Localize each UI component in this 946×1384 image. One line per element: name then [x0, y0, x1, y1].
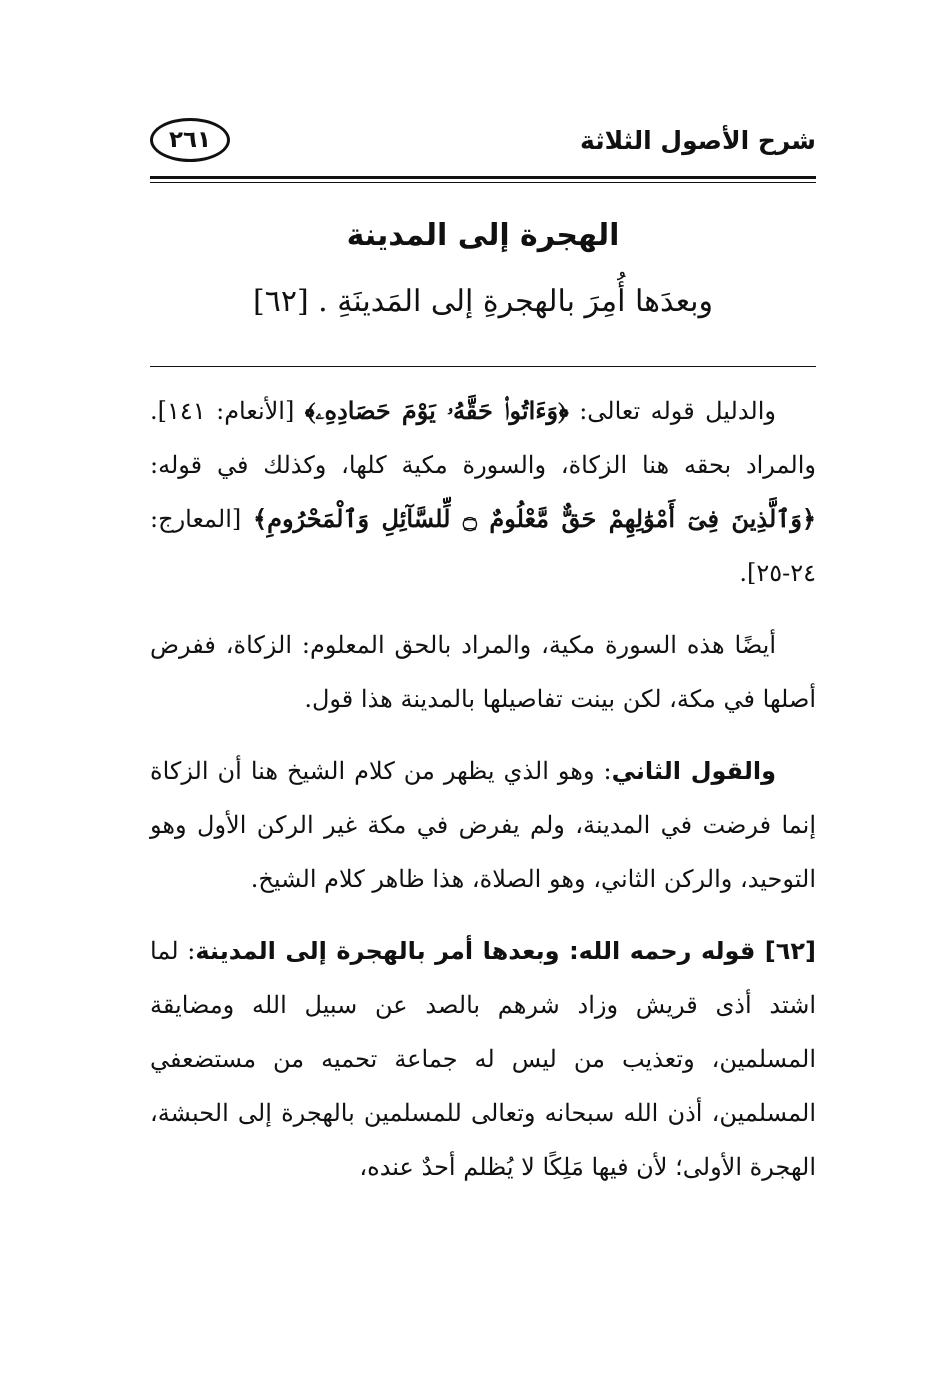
- quran-verse-1: ﴿وَءَاتُوا۟ حَقَّهُۥ يَوْمَ حَصَادِهِۦ﴾: [304, 396, 569, 425]
- header-rule-thin: [150, 182, 816, 183]
- p3-lead: والقول الثاني: [611, 757, 776, 785]
- p1-lead: والدليل قوله تعالى:: [568, 397, 777, 425]
- quran-verse-2: ﴿وَٱلَّذِينَ فِىٓ أَمْوَٰلِهِمْ حَقٌّ مَّعْلُومٌ ۝ لِّلسَّآئِلِ وَٱلْمَحْرُومِ﴾: [253, 504, 817, 533]
- header-rule-thick: [150, 176, 816, 179]
- p4-text: : لما اشتد أذى قريش وزاد شرهم بالصد عن سبيل الله ومضايقة المسلمين، وتعذيب من ليس له جماعة تحميه من مستضعفي المسلمين، أذن الله سبحانه وتعالى للمسلمين بالهجرة إلى الحبشة، الهجرة الأولى؛ لأن فيها مَلِكًا لا يُظلم أحدٌ عنده،: [150, 937, 816, 1181]
- commentary-body: [150, 384, 816, 1212]
- page-header: [150, 118, 816, 178]
- paragraph-2: أيضًا هذه السورة مكية، والمراد بالحق المعلوم: الزكاة، ففرض أصلها في مكة، لكن بينت تفاصيلها بالمدينة هذا قول.: [150, 631, 816, 713]
- paragraph-3: [150, 744, 816, 906]
- running-title: شرح الأصول الثلاثة: [580, 126, 816, 155]
- section-title: الهجرة إلى المدينة: [346, 218, 620, 253]
- matn-text: وبعدَها أُمِرَ بالهجرةِ إلى المَدينَةِ . [٦٢]: [252, 284, 713, 319]
- page-number: ٢٦١: [150, 118, 230, 162]
- p1-after-1: [الأنعام: ١٤١]. والمراد بحقه هنا الزكاة، والسورة مكية كلها، وكذلك في قوله:: [150, 397, 816, 479]
- paragraph-1: [150, 384, 816, 600]
- p1-after-2: [المعارج: ٢٤-٢٥].: [150, 505, 816, 587]
- p4-lead: [٦٢] قوله رحمه الله: وبعدها أمر بالهجرة إلى المدينة: [195, 937, 816, 965]
- paragraph-4: [150, 924, 816, 1194]
- matn-separator: [150, 366, 816, 367]
- p3-text: : وهو الذي يظهر من كلام الشيخ هنا أن الزكاة إنما فرضت في المدينة، ولم يفرض في مكة غير الركن الأول وهو التوحيد، والركن الثاني، وهو الصلاة، هذا ظاهر كلام الشيخ.: [150, 757, 816, 893]
